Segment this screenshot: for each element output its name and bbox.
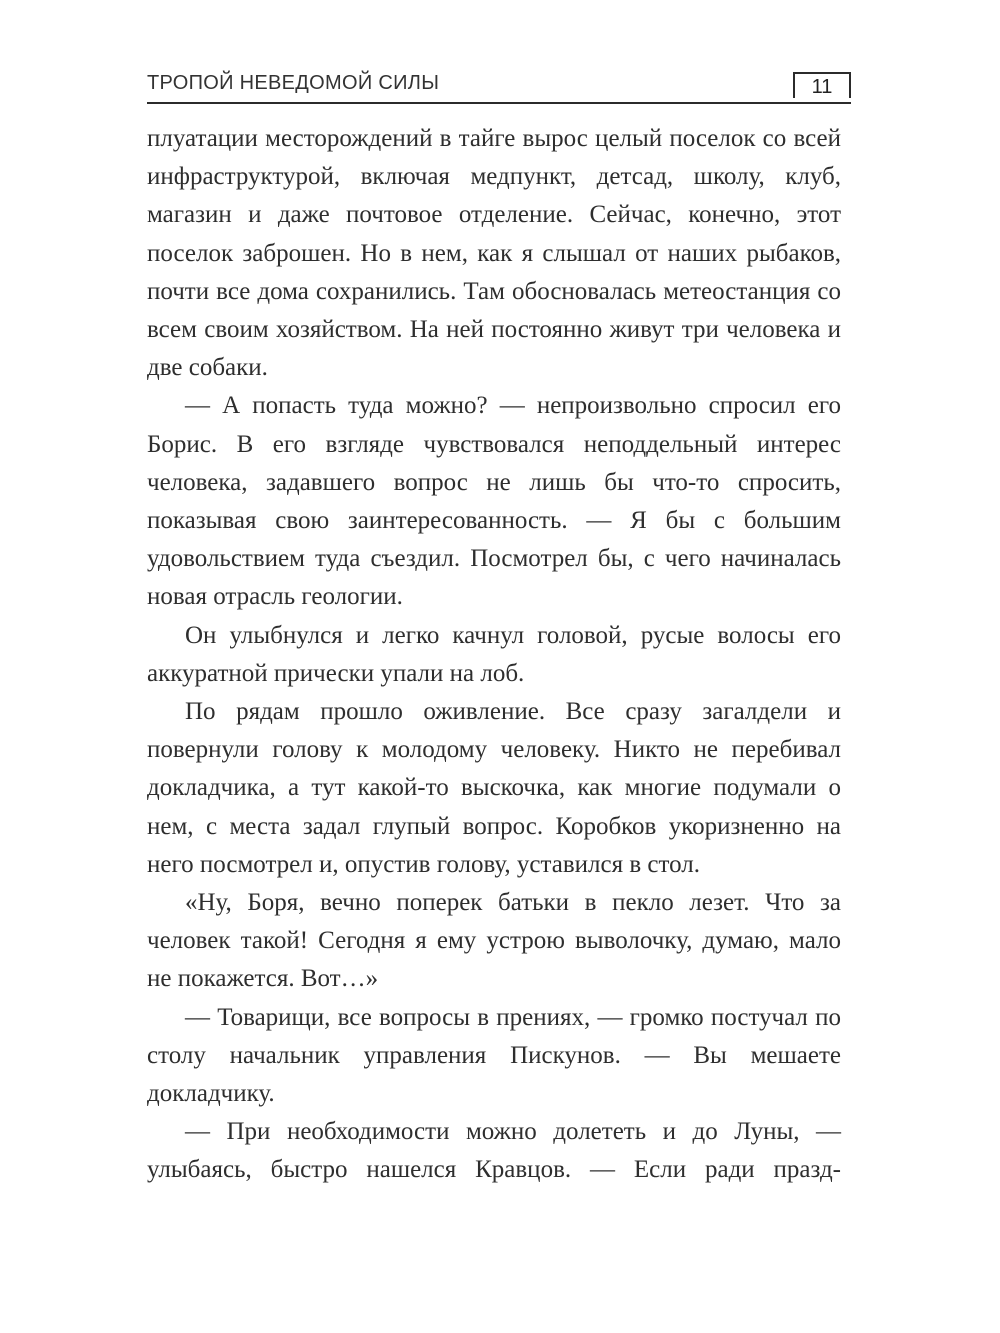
paragraph: — При необходимости можно долететь и до Луны, — улыбаясь, быстро нашелся Кравцов. — Если ради празд- xyxy=(147,1118,841,1184)
text-body xyxy=(147,120,841,1190)
paragraph: Он улыбнулся и легко качнул головой, русые волосы его аккуратной прически упали на лоб. xyxy=(147,621,841,687)
paragraph: По рядам прошло оживление. Все сразу загалдели и повернули голову к молодому человеку. Никто не перебивал докладчика, а тут какой-то выскочка, как многие подумали о нем, с места задал глупый вопрос. Коробков укоризненно на него посмотрел и, опустив голову, уставился в стол. xyxy=(147,698,841,878)
paragraph: плуатации месторождений в тайге вырос целый поселок со всей инфраструктурой, включая медпункт, детсад, школу, клуб, магазин и даже почтовое отделение. Сейчас, конечно, этот поселок заброшен. Но в нем, как я слышал от наших рыбаков, почти все дома сохранились. Там обосновалась метеостанция со всем своим хозяйством. На ней постоянно живут три человека и две собаки. xyxy=(147,125,841,382)
paragraph: «Ну, Боря, вечно поперек батьки в пекло лезет. Что за человек такой! Сегодня я ему устрою выволочку, думаю, мало не покажется. Вот…» xyxy=(147,889,841,993)
paragraph: — Товарищи, все вопросы в прениях, — громко постучал по столу начальник управления Пискунов. — Вы мешаете докладчику. xyxy=(147,1003,841,1108)
running-header xyxy=(147,70,851,104)
running-title: ТРОПОЙ НЕВЕДОМОЙ СИЛЫ xyxy=(147,72,440,94)
paragraph: — А попасть туда можно? — непроизвольно спросил его Борис. В его взгляде чувствовался неподдельный интерес человека, задавшего вопрос не лишь бы что-то спросить, показывая свою заинтересованность. — Я бы с большим удовольствием туда съездил. Посмотрел бы, с чего начиналась новая отрасль геологии. xyxy=(147,392,841,611)
page-number: 11 xyxy=(793,72,851,98)
